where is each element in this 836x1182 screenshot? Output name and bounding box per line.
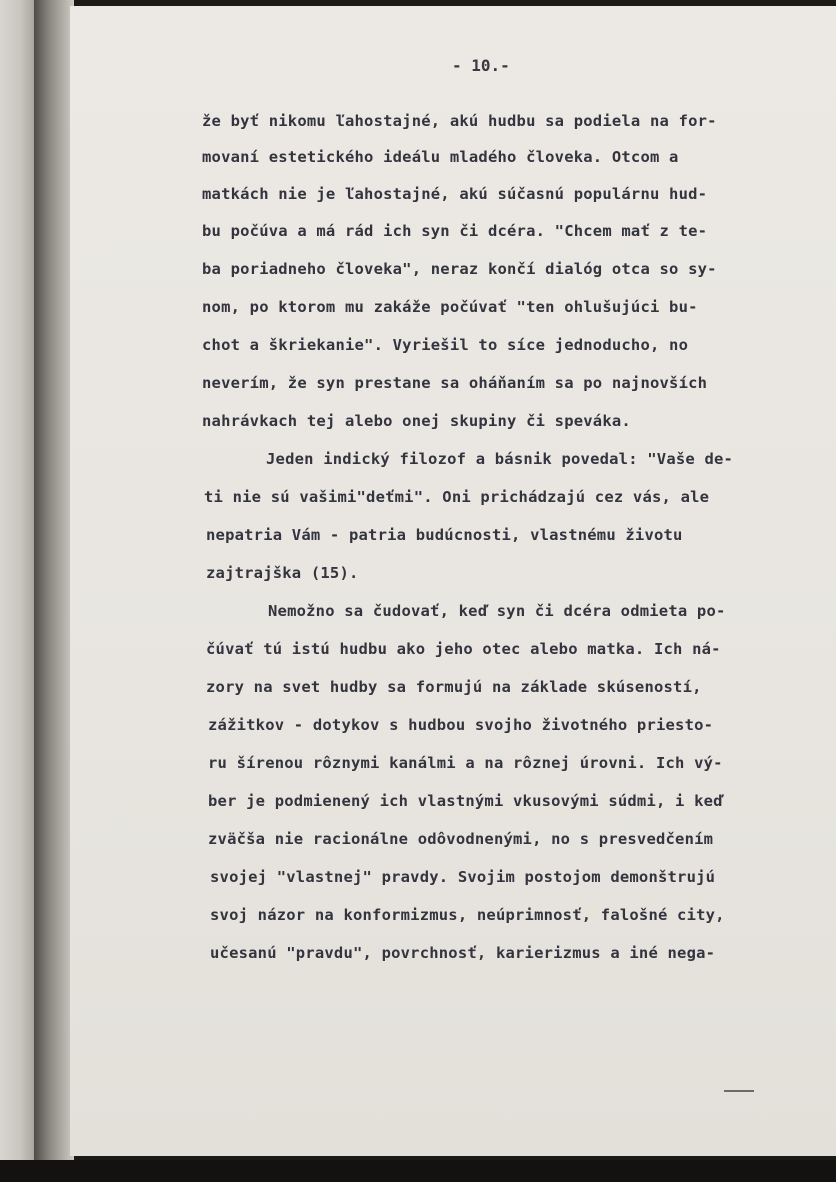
text-line: svoj názor na konformizmus, neúprimnosť, falošné city, <box>210 906 725 924</box>
text-line: učesanú "pravdu", povrchnosť, karierizmus a iné nega- <box>210 944 716 962</box>
text-line: zajtrajška (15). <box>206 564 359 582</box>
page-number: - 10.- <box>452 56 510 75</box>
stray-mark <box>724 1090 754 1092</box>
text-line: nepatria Vám - patria budúcnosti, vlastnému životu <box>206 526 683 544</box>
text-line: Nemožno sa čudovať, keď syn či dcéra odmieta po- <box>268 602 726 620</box>
text-line: zážitkov - dotykov s hudbou svojho životného priesto- <box>208 716 714 734</box>
text-line: ti nie sú vašimi"deťmi". Oni prichádzajú cez vás, ale <box>204 488 710 506</box>
text-line: bu počúva a má rád ich syn či dcéra. "Chcem mať z te- <box>202 222 708 240</box>
text-line: ber je podmienený ich vlastnými vkusovými súdmi, i keď <box>208 792 723 810</box>
text-line: ru šírenou rôznymi kanálmi a na rôznej úrovni. Ich vý- <box>208 754 723 772</box>
text-line: chot a škriekanie". Vyriešil to síce jednoducho, no <box>202 336 689 354</box>
text-line: zory na svet hudby sa formujú na základe skúseností, <box>206 678 702 696</box>
text-line: že byť nikomu ľahostajné, akú hudbu sa podiela na for- <box>202 112 717 130</box>
text-line: zväčša nie racionálne odôvodnenými, no s presvedčením <box>208 830 714 848</box>
text-line: nom, po ktorom mu zakáže počúvať "ten ohlušujúci bu- <box>202 298 698 316</box>
binding-shadow <box>34 0 74 1160</box>
text-line: neverím, že syn prestane sa oháňaním sa po najnovších <box>202 374 708 392</box>
scanner-bed-edge <box>0 1160 836 1182</box>
text-line: matkách nie je ľahostajné, akú súčasnú populárnu hud- <box>202 185 708 203</box>
text-line: čúvať tú istú hudbu ako jeho otec alebo matka. Ich ná- <box>206 640 721 658</box>
text-line: nahrávkach tej alebo onej skupiny či speváka. <box>202 412 631 430</box>
text-line: Jeden indický filozof a básnik povedal: "Vaše de- <box>266 450 734 468</box>
text-line: ba poriadneho človeka", neraz končí dialóg otca so sy- <box>202 260 717 278</box>
text-line: movaní estetického ideálu mladého človeka. Otcom a <box>202 148 679 166</box>
paper-sheet <box>70 6 836 1156</box>
adjacent-page-edge <box>0 0 34 1160</box>
text-line: svojej "vlastnej" pravdy. Svojim postojom demonštrujú <box>210 868 716 886</box>
